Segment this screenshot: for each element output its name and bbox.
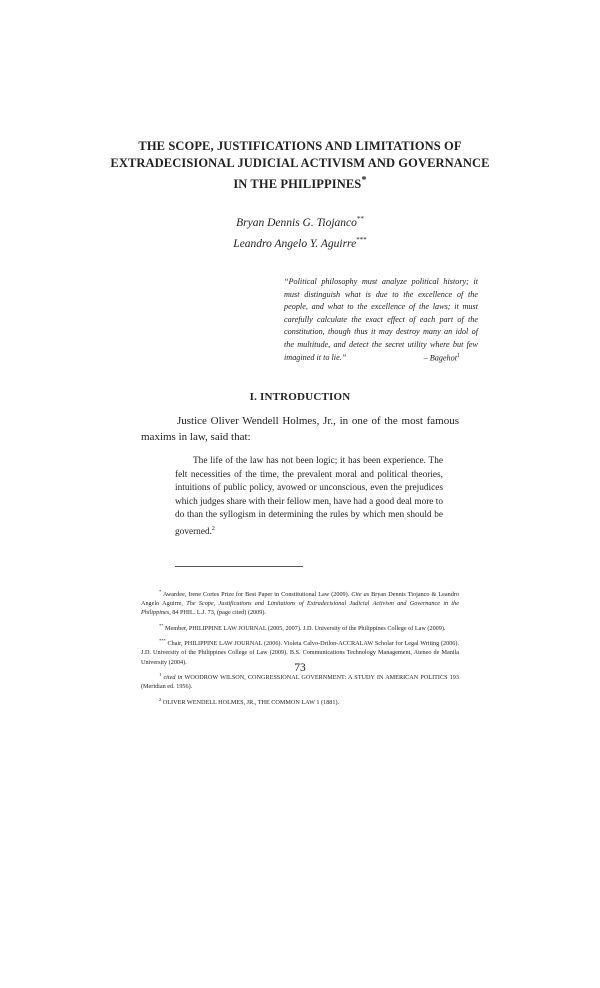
footnote-1-text-b: Cite as	[351, 591, 370, 599]
footnote-1-text-d: The Scope, Justifications and Limitations of Extradecisional Judicial Activism and Governance in the Philippines	[141, 600, 459, 617]
footnote-2	[141, 621, 459, 633]
author-2	[200, 232, 400, 253]
block-quote-text: The life of the law has not been logic; it has been experience. The felt necessities of the time, the prevalent moral and political theories, intuitions of public policy, avowed or unconscious, even the prejudices which judges share with their fellow men, have had a good deal more to do than the syllogism in determining the rules by which men should be governed.	[175, 456, 443, 538]
title-footnote-mark: *	[361, 175, 367, 186]
author-1-footnote-mark: **	[356, 215, 364, 223]
author-2-name: Leandro Angelo Y. Aguirre	[233, 237, 357, 250]
footnote-4-text-b: WOODROW WILSON, CONGRESSIONAL GOVERNMENT: A STUDY IN AMERICAN POLITICS 193 (Meridian ed. 1956).	[141, 674, 459, 691]
title-line-3	[110, 172, 490, 193]
footnote-5	[141, 695, 459, 707]
footnotes	[141, 587, 459, 710]
footnote-2-mark: **	[159, 622, 164, 628]
block-quote	[175, 455, 443, 540]
author-1	[200, 211, 400, 232]
footnote-1-text-a: Awardee, Irene Cortes Prize for Best Paper in Constitutional Law (2009).	[162, 591, 352, 599]
footnote-1-mark: *	[159, 589, 162, 594]
title-line-2: EXTRADECISIONAL JUDICIAL ACTIVISM AND GOVERNANCE	[110, 156, 490, 170]
title-line-1: THE SCOPE, JUSTIFICATIONS AND LIMITATIONS OF	[138, 139, 462, 153]
footnote-1-text-c: Bryan Dennis Tiojanco & Leandro Angelo Aguirre,	[141, 591, 459, 608]
epigraph-attribution-text: – Bagehot	[423, 353, 457, 363]
author-2-footnote-mark: ***	[356, 235, 367, 244]
epigraph-attribution	[380, 353, 460, 363]
footnote-2-text: Member, PHILIPPINE LAW JOURNAL (2005, 2007). J.D. University of the Philippines College of Law (2009).	[165, 624, 446, 632]
block-quote-footnote-mark: 2	[211, 525, 215, 532]
epigraph-text: “Political philosophy must analyze political history; it must distinguish what is due to the excellence of the people, and what to the excellence of the laws; it must carefully calculate the exact effect of each part of the constitution, though thus it may destroy many an idol of the multitude, and detect the secret utility where but few imagined it to lie.”	[284, 277, 478, 362]
page-number: 73	[294, 662, 306, 674]
article-title	[110, 138, 490, 193]
footnote-4-text-a: cited in	[163, 674, 183, 682]
author-list	[200, 211, 400, 253]
intro-paragraph: Justice Oliver Wendell Holmes, Jr., in one of the most famous maxims in law, said that:	[141, 415, 459, 443]
footnote-separator	[175, 566, 303, 567]
title-line-3-text: IN THE PHILIPPINES	[233, 177, 362, 192]
author-1-name: Bryan Dennis G. Tiojanco	[236, 216, 357, 229]
footnote-3-mark: ***	[159, 638, 166, 644]
section-heading: I. INTRODUCTION	[249, 391, 351, 403]
footnote-5-mark: 2	[159, 696, 162, 702]
footnote-4-mark: 1	[159, 672, 162, 678]
footnote-1	[141, 587, 459, 617]
footnote-5-text: OLIVER WENDELL HOLMES, JR., THE COMMON LAW 1 (1881).	[162, 698, 340, 706]
footnote-3-text: Chair, PHILIPPINE LAW JOURNAL (2006). Violeta Calvo-Drilon-ACCRALAW Scholar for Legal Writing (2006). J.D. University of the Philippines College of Law (2009). B.S. Communications Technology Management, Ateneo de Manila University (2004).	[141, 640, 459, 666]
epigraph-footnote-mark: 1	[457, 353, 460, 359]
footnote-1-text-e: , 84 PHIL. L.J. 73, (page cited) (2009).	[169, 609, 266, 617]
